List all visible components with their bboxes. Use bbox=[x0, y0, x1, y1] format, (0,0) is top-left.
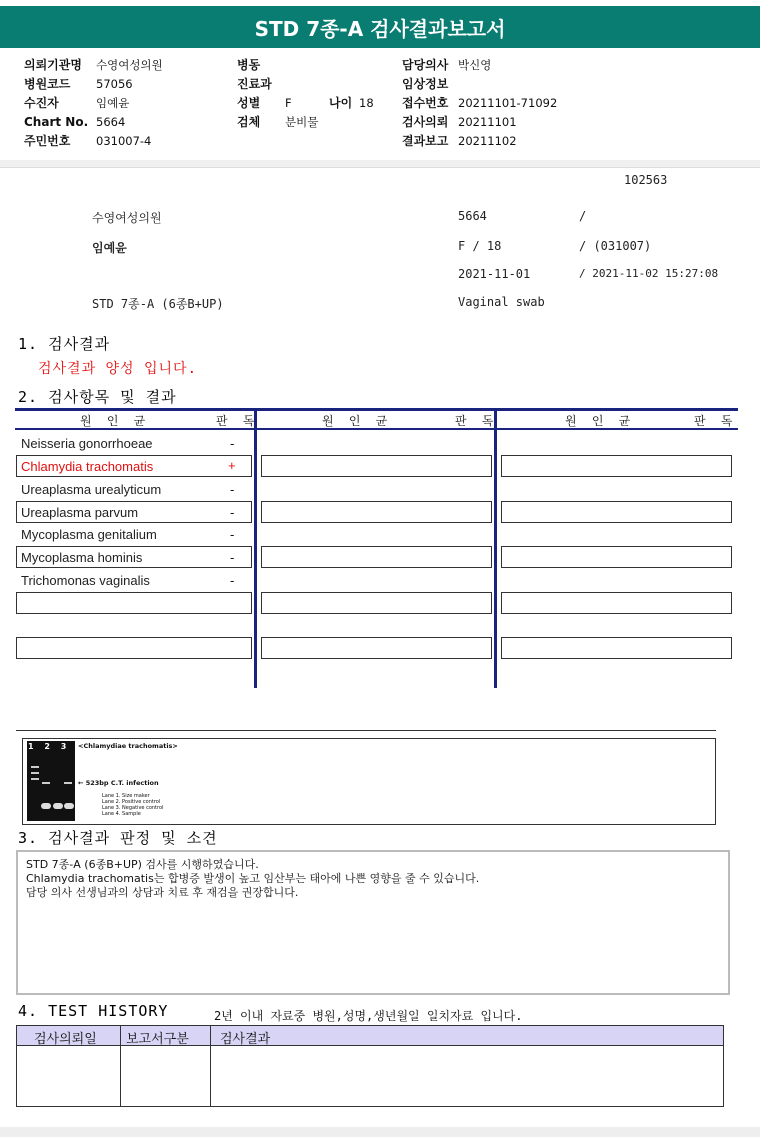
header-label: 담당의사 bbox=[402, 58, 449, 72]
report-title: STD 7종-A 검사결과보고서 bbox=[0, 6, 760, 48]
history-col-divider bbox=[120, 1025, 121, 1107]
col-header-organism: 원 인 균 bbox=[80, 414, 150, 428]
header-value: 5664 bbox=[96, 115, 126, 129]
gel-band bbox=[64, 803, 74, 809]
organism-result: - bbox=[230, 505, 235, 520]
history-col-report-type: 보고서구분 bbox=[126, 1032, 189, 1047]
summary-sex-age: F / 18 bbox=[458, 239, 502, 253]
gel-band-label: ← 523bp C.T. infection bbox=[78, 779, 159, 787]
gel-legend-item: Lane 4. Sample bbox=[102, 811, 141, 817]
table-top-rule bbox=[15, 408, 738, 411]
table-cell bbox=[501, 592, 732, 614]
header-label: 진료과 bbox=[237, 77, 272, 91]
table-cell bbox=[261, 455, 492, 477]
organism-name: Mycoplasma genitalium bbox=[21, 527, 157, 542]
gel-legend bbox=[102, 793, 163, 817]
gel-band bbox=[42, 782, 50, 784]
summary-date-request: 2021-11-01 bbox=[458, 267, 531, 281]
table-cell bbox=[261, 637, 492, 659]
section4-title: 4. TEST HISTORY bbox=[18, 1002, 169, 1020]
section1-title: 1. 검사결과 bbox=[18, 335, 111, 353]
organism-result: - bbox=[230, 573, 235, 588]
col-header-judge: 판 독 bbox=[455, 414, 498, 428]
report-code: 102563 bbox=[624, 173, 668, 187]
history-col-divider bbox=[210, 1025, 211, 1107]
header-value: 57056 bbox=[96, 77, 133, 91]
section2-title: 2. 검사항목 및 결과 bbox=[18, 388, 177, 406]
organism-name: Ureaplasma parvum bbox=[21, 505, 139, 520]
header-label: 임상정보 bbox=[402, 77, 449, 91]
history-col-request-date: 검사의뢰일 bbox=[34, 1032, 97, 1047]
header-middle bbox=[237, 56, 374, 132]
table-cell bbox=[501, 501, 732, 523]
header-label: 결과보고 bbox=[402, 134, 449, 148]
opinion-line: Chlamydia trachomatis는 합병증 발생이 높고 임산부는 태아에 나쁜 영향을 줄 수 있습니다. bbox=[26, 872, 480, 885]
header-value: 20211102 bbox=[458, 134, 517, 148]
header-label: 의뢰기관명 bbox=[24, 58, 82, 72]
header-label: 검체 bbox=[237, 115, 261, 129]
organism-name: Neisseria gonorrhoeae bbox=[21, 436, 153, 451]
gel-lane-numbers: 1 2 3 4 bbox=[28, 742, 87, 751]
header-value: F bbox=[285, 96, 292, 110]
header-value: 20211101-71092 bbox=[458, 96, 558, 110]
gel-band bbox=[31, 778, 39, 780]
organism-name: Chlamydia trachomatis bbox=[21, 459, 154, 474]
history-note: 2년 이내 자료중 병원,성명,생년월일 일치자료 입니다. bbox=[214, 1009, 523, 1023]
header-label: 검사의뢰 bbox=[402, 115, 449, 129]
header-right bbox=[402, 56, 557, 151]
header-divider bbox=[0, 160, 760, 168]
gel-legend-item: Lane 3. Negative control bbox=[102, 805, 164, 811]
gel-electrophoresis-image bbox=[27, 741, 75, 821]
summary-chart: 5664 bbox=[458, 209, 487, 223]
col-header-organism: 원 인 균 bbox=[565, 414, 635, 428]
gel-band bbox=[64, 782, 72, 784]
age-label: 나이 bbox=[329, 96, 353, 110]
header-label: 접수번호 bbox=[402, 96, 449, 110]
gel-legend-item: Lane 1. Size maker bbox=[102, 793, 150, 799]
table-cell bbox=[261, 501, 492, 523]
header-label: 수진자 bbox=[24, 96, 59, 110]
summary-patient: 임예윤 bbox=[92, 241, 127, 255]
table-cell bbox=[501, 455, 732, 477]
table-cell bbox=[501, 637, 732, 659]
header-label: Chart No. bbox=[24, 115, 89, 129]
header-label: 주민번호 bbox=[24, 134, 71, 148]
summary-id: / (031007) bbox=[579, 239, 652, 253]
header-label: 성별 bbox=[237, 96, 261, 110]
organism-name: Mycoplasma hominis bbox=[21, 550, 143, 565]
header-value: 20211101 bbox=[458, 115, 517, 129]
opinion-box bbox=[16, 850, 730, 995]
gel-legend-item: Lane 2. Positive control bbox=[102, 799, 161, 805]
organism-name: Ureaplasma urealyticum bbox=[21, 482, 162, 497]
summary-specimen: Vaginal swab bbox=[458, 295, 545, 309]
gel-band bbox=[31, 766, 39, 768]
header-left bbox=[24, 56, 163, 151]
header-value: 수영여성의원 bbox=[96, 58, 163, 72]
organism-result: - bbox=[230, 482, 235, 497]
footer-band bbox=[0, 1127, 760, 1137]
opinion-line: 담당 의사 선생님과의 상담과 치료 후 재검을 권장합니다. bbox=[26, 886, 299, 899]
table-cell bbox=[261, 592, 492, 614]
header-value: 031007-4 bbox=[96, 134, 152, 148]
organism-result: - bbox=[230, 436, 235, 451]
summary-clinic: 수영여성의원 bbox=[92, 211, 162, 225]
header-label: 병원코드 bbox=[24, 77, 71, 91]
table-cell bbox=[261, 546, 492, 568]
col-header-judge: 판 독 bbox=[216, 414, 259, 428]
gel-band bbox=[41, 803, 51, 809]
summary-slash: / bbox=[579, 209, 587, 223]
organism-result: - bbox=[230, 550, 235, 565]
history-col-result: 검사결과 bbox=[220, 1032, 271, 1047]
gel-band bbox=[31, 772, 39, 774]
header-value: 분비물 bbox=[285, 115, 319, 129]
result-positive-message: 검사결과 양성 입니다. bbox=[38, 361, 198, 377]
col-header-organism: 원 인 균 bbox=[322, 414, 392, 428]
separator-line bbox=[16, 730, 716, 731]
header-label: 병동 bbox=[237, 58, 261, 72]
age-value: 18 bbox=[359, 96, 374, 110]
table-divider-2 bbox=[494, 408, 497, 688]
summary-date-report: / 2021-11-02 15:27:08 bbox=[579, 267, 719, 280]
organism-result-positive: + bbox=[228, 458, 236, 473]
table-cell bbox=[16, 637, 252, 659]
organism-result: - bbox=[230, 527, 235, 542]
opinion-line: STD 7종-A (6종B+UP) 검사를 시행하였습니다. bbox=[26, 858, 259, 871]
header-value: 박신영 bbox=[458, 58, 492, 72]
section3-title: 3. 검사결과 판정 및 소견 bbox=[18, 829, 218, 847]
table-cell bbox=[501, 546, 732, 568]
header-value: 임예윤 bbox=[96, 96, 130, 110]
table-divider-1 bbox=[254, 408, 257, 688]
col-header-judge: 판 독 bbox=[694, 414, 737, 428]
history-table-header bbox=[16, 1025, 724, 1046]
table-cell bbox=[16, 592, 252, 614]
gel-band bbox=[53, 803, 63, 809]
gel-title: <Chlamydiae trachomatis> bbox=[78, 742, 178, 750]
organism-name: Trichomonas vaginalis bbox=[21, 573, 150, 588]
summary-test: STD 7종-A (6종B+UP) bbox=[92, 297, 224, 311]
